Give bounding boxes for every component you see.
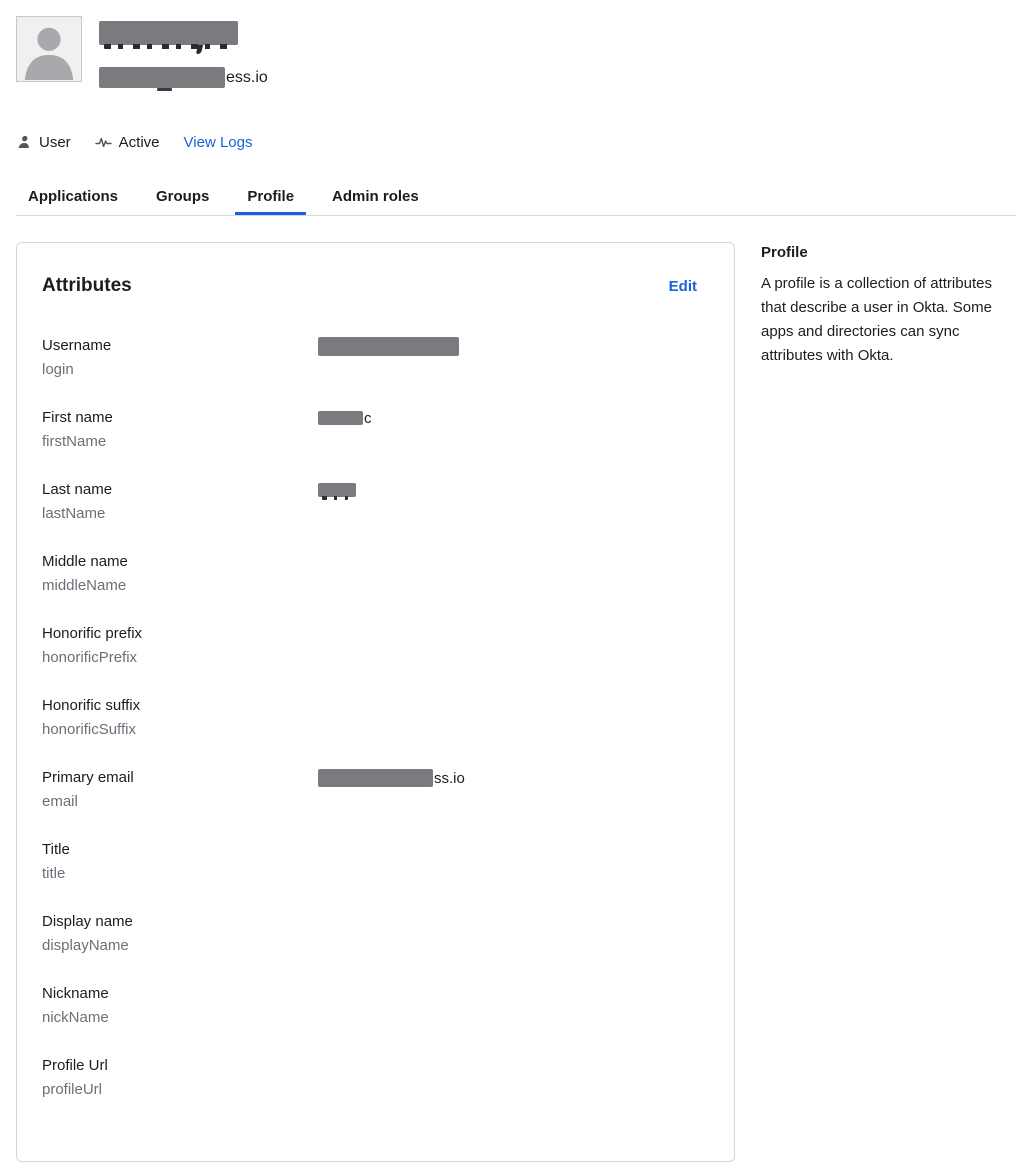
attribute-labels xyxy=(42,838,318,886)
user-email xyxy=(99,67,268,88)
attribute-label: Honorific prefix xyxy=(42,625,143,642)
attributes-list xyxy=(42,334,697,1102)
attribute-row-honorificPrefix xyxy=(42,622,697,670)
value-visible-tail: ss.io xyxy=(434,769,465,787)
user-header xyxy=(0,0,1032,88)
attribute-value xyxy=(318,910,697,934)
attribute-row-profileUrl xyxy=(42,1054,697,1102)
attribute-label: Last name xyxy=(42,481,113,498)
value-redaction-bar xyxy=(318,337,459,356)
attribute-labels xyxy=(42,622,318,670)
activity-pulse-icon xyxy=(95,134,112,150)
attribute-labels xyxy=(42,1054,318,1102)
attribute-label: Primary email xyxy=(42,769,134,786)
attribute-variable-name: firstName xyxy=(42,433,107,450)
attribute-labels xyxy=(42,406,318,454)
attribute-variable-name: middleName xyxy=(42,577,127,594)
attribute-label: Profile Url xyxy=(42,1057,108,1074)
tab-groups[interactable]: Groups xyxy=(144,188,221,215)
attribute-row-login xyxy=(42,334,697,382)
attribute-value xyxy=(318,1054,697,1078)
attribute-label: Middle name xyxy=(42,553,128,570)
attribute-labels xyxy=(42,334,318,382)
attributes-card xyxy=(16,242,735,1162)
attribute-variable-name: login xyxy=(42,361,74,378)
value-redaction-bar xyxy=(318,769,433,787)
user-type-label: User xyxy=(39,133,71,151)
attribute-row-firstName xyxy=(42,406,697,454)
edit-button[interactable]: Edit xyxy=(668,278,697,295)
person-silhouette-icon xyxy=(17,19,81,81)
value-redaction-bar xyxy=(318,411,363,425)
attributes-card-header xyxy=(42,275,697,297)
attribute-value xyxy=(318,694,697,718)
attribute-value xyxy=(318,334,697,358)
attribute-label: Title xyxy=(42,841,70,858)
attribute-labels xyxy=(42,478,318,526)
attribute-value xyxy=(318,838,697,862)
attribute-row-middleName xyxy=(42,550,697,598)
help-panel-title: Profile xyxy=(761,244,808,261)
attribute-variable-name: honorificSuffix xyxy=(42,721,136,738)
attribute-variable-name: displayName xyxy=(42,937,129,954)
attribute-label: Display name xyxy=(42,913,133,930)
attribute-variable-name: nickName xyxy=(42,1009,109,1026)
attribute-value xyxy=(318,622,697,646)
attribute-variable-name: honorificPrefix xyxy=(42,649,138,666)
attribute-row-displayName xyxy=(42,910,697,958)
user-icon xyxy=(16,134,32,150)
help-panel-description: A profile is a collection of attributes that describe a user in Okta. Some apps and directories can sync attributes with Okta. xyxy=(761,275,992,364)
attribute-labels xyxy=(42,550,318,598)
attribute-row-lastName xyxy=(42,478,697,526)
attribute-row-title xyxy=(42,838,697,886)
attribute-value xyxy=(318,982,697,1006)
card-title: Attributes xyxy=(42,275,132,296)
user-name xyxy=(99,21,268,45)
attribute-value xyxy=(318,550,697,574)
attribute-labels xyxy=(42,766,318,814)
profile-tab-content xyxy=(16,242,1016,1162)
name-redaction-bar xyxy=(99,21,238,45)
attribute-variable-name: title xyxy=(42,865,66,882)
attribute-variable-name: email xyxy=(42,793,78,810)
attribute-label: Username xyxy=(42,337,112,354)
profile-help-panel xyxy=(761,242,1016,368)
user-status xyxy=(95,134,160,151)
attribute-variable-name: lastName xyxy=(42,505,106,522)
attribute-value xyxy=(318,478,697,502)
attribute-labels xyxy=(42,910,318,958)
avatar xyxy=(16,16,82,82)
attribute-label: Nickname xyxy=(42,985,109,1002)
tab-applications[interactable]: Applications xyxy=(16,188,130,215)
attribute-value xyxy=(318,406,697,430)
attribute-row-email xyxy=(42,766,697,814)
value-visible-tail: c xyxy=(364,409,372,427)
user-meta-row xyxy=(16,133,1032,151)
email-redaction-bar xyxy=(99,67,225,88)
view-logs-link[interactable]: View Logs xyxy=(183,133,253,151)
attribute-row-honorificSuffix xyxy=(42,694,697,742)
attribute-row-nickName xyxy=(42,982,697,1030)
attribute-labels xyxy=(42,982,318,1030)
tab-admin-roles[interactable]: Admin roles xyxy=(320,188,431,215)
attribute-value xyxy=(318,766,697,790)
tab-profile[interactable]: Profile xyxy=(235,188,306,215)
email-visible-tail: ess.io xyxy=(226,68,268,86)
user-status-label: Active xyxy=(118,133,160,151)
attribute-label: First name xyxy=(42,409,113,426)
tab-bar xyxy=(16,188,1016,216)
identity-block xyxy=(99,16,268,88)
attribute-variable-name: profileUrl xyxy=(42,1081,103,1098)
user-type xyxy=(16,134,71,151)
attribute-label: Honorific suffix xyxy=(42,697,141,714)
value-redaction-bar xyxy=(318,483,356,497)
attribute-labels xyxy=(42,694,318,742)
